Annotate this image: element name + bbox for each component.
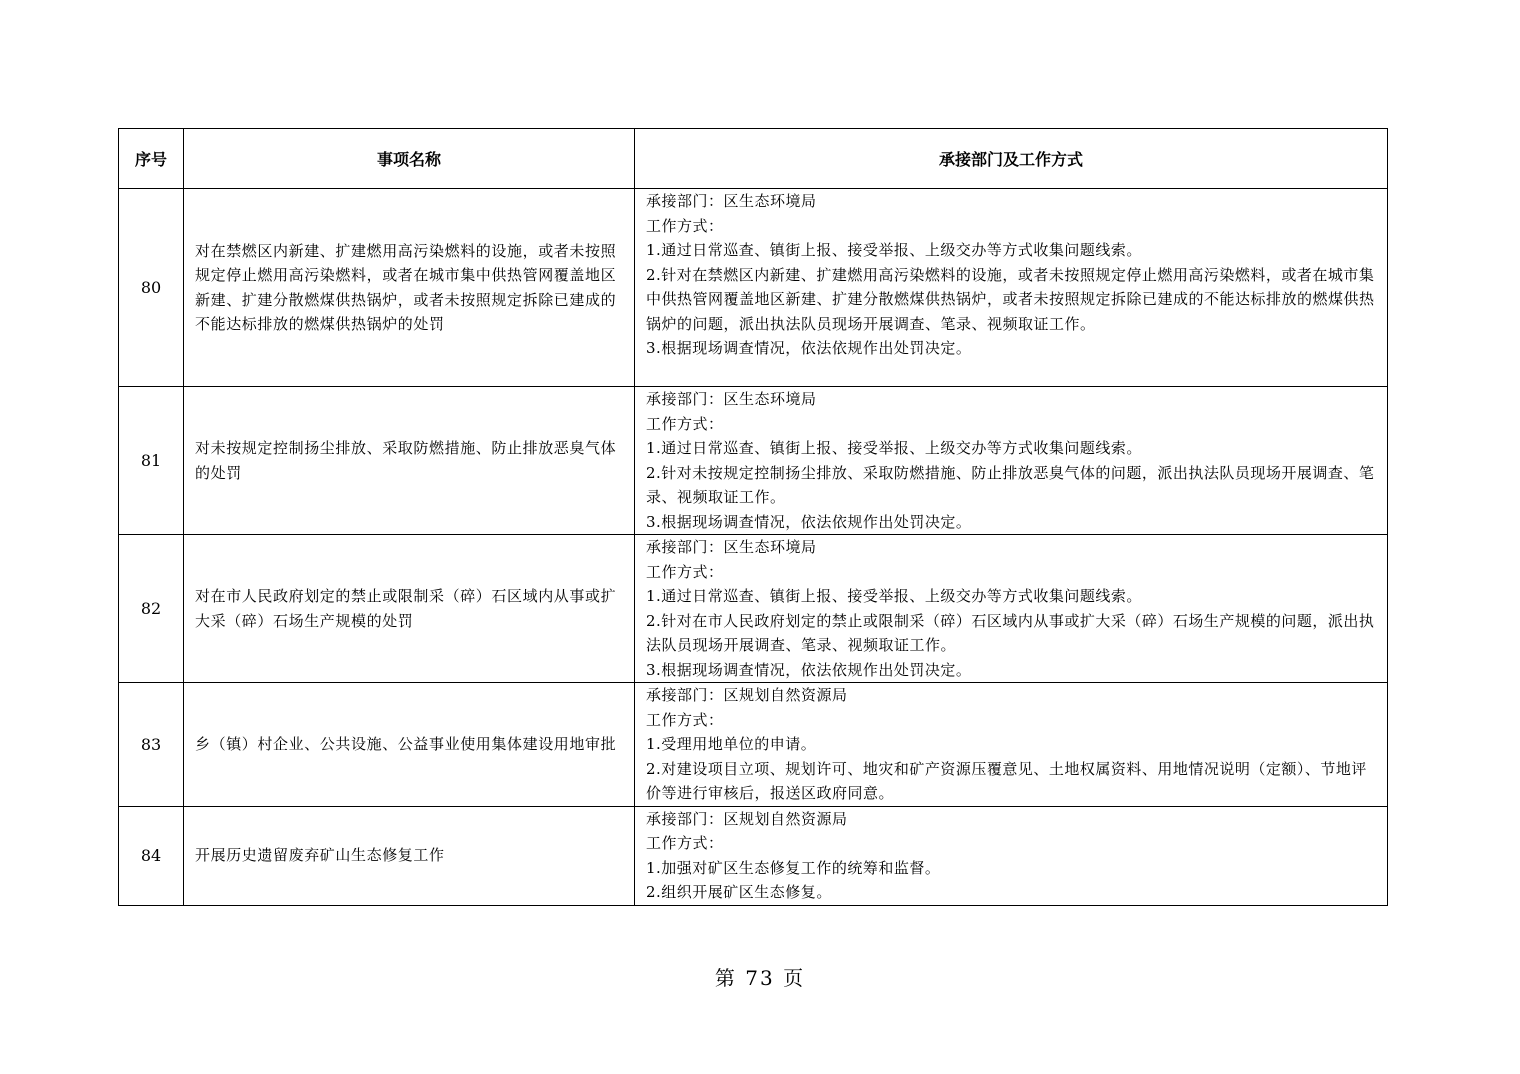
table-row — [119, 535, 1388, 683]
row-matter-name: 对在市人民政府划定的禁止或限制采（碎）石区域内从事或扩大采（碎）石场生产规模的处罚 — [184, 535, 635, 683]
row-department-method — [635, 387, 1388, 535]
work-step: 2.对建设项目立项、规划许可、地灾和矿产资源压覆意见、土地权属资料、用地情况说明（定额）、节地评价等进行审核后，报送区政府同意。 — [646, 759, 1367, 802]
work-step: 1.通过日常巡查、镇街上报、接受举报、上级交办等方式收集问题线索。 — [646, 439, 1142, 457]
row-serial-number: 81 — [119, 387, 184, 535]
department-line: 承接部门：区生态环境局 — [646, 390, 817, 408]
department-line: 承接部门：区生态环境局 — [646, 538, 817, 556]
work-method-label: 工作方式： — [646, 414, 724, 433]
row-matter-name: 乡（镇）村企业、公共设施、公益事业使用集体建设用地审批 — [184, 683, 635, 807]
row-serial-number: 84 — [119, 806, 184, 905]
row-matter-name: 对在禁燃区内新建、扩建燃用高污染燃料的设施，或者未按照规定停止燃用高污染燃料，或者在城市集中供热管网覆盖地区新建、扩建分散燃煤供热锅炉，或者未按照规定拆除已建成的不能达标排放的燃煤供热锅炉的处罚 — [184, 189, 635, 387]
header-department-method: 承接部门及工作方式 — [635, 129, 1388, 189]
work-step: 1.加强对矿区生态修复工作的统筹和监督。 — [646, 858, 941, 877]
header-matter-name: 事项名称 — [184, 129, 635, 189]
work-step: 2.针对在市人民政府划定的禁止或限制采（碎）石区域内从事或扩大采（碎）石场生产规模的问题，派出执法队员现场开展调查、笔录、视频取证工作。 — [646, 611, 1375, 654]
row-matter-name: 开展历史遗留废弃矿山生态修复工作 — [184, 806, 635, 905]
work-step: 1.通过日常巡查、镇街上报、接受举报、上级交办等方式收集问题线索。 — [646, 587, 1142, 605]
department-line: 承接部门：区生态环境局 — [646, 192, 817, 210]
work-step: 2.组织开展矿区生态修复。 — [646, 883, 832, 901]
work-step: 1.受理用地单位的申请。 — [646, 735, 817, 753]
row-department-method — [635, 806, 1388, 905]
row-department-method — [635, 535, 1388, 683]
work-step: 2.针对未按规定控制扬尘排放、采取防燃措施、防止排放恶臭气体的问题，派出执法队员现场开展调查、笔录、视频取证工作。 — [646, 463, 1375, 506]
row-serial-number: 80 — [119, 189, 184, 387]
work-step: 3.根据现场调查情况，依法依规作出处罚决定。 — [646, 512, 972, 531]
row-department-method — [635, 683, 1388, 807]
work-method-label: 工作方式： — [646, 216, 724, 235]
table-row — [119, 683, 1388, 807]
header-serial-number: 序号 — [119, 129, 184, 189]
table-row — [119, 806, 1388, 905]
work-step: 3.根据现场调查情况，依法依规作出处罚决定。 — [646, 339, 972, 357]
work-method-label: 工作方式： — [646, 834, 724, 852]
row-matter-name: 对未按规定控制扬尘排放、采取防燃措施、防止排放恶臭气体的处罚 — [184, 387, 635, 535]
department-line: 承接部门：区规划自然资源局 — [646, 809, 848, 828]
table-row — [119, 387, 1388, 535]
work-step: 1.通过日常巡查、镇街上报、接受举报、上级交办等方式收集问题线索。 — [646, 241, 1142, 259]
table-header-row — [119, 129, 1388, 189]
table-row — [119, 189, 1388, 387]
row-department-method — [635, 189, 1388, 387]
matters-table — [118, 128, 1388, 906]
department-line: 承接部门：区规划自然资源局 — [646, 686, 848, 704]
work-step: 2.针对在禁燃区内新建、扩建燃用高污染燃料的设施，或者未按照规定停止燃用高污染燃料，或者在城市集中供热管网覆盖地区新建、扩建分散燃煤供热锅炉，或者未按照规定拆除已建成的不能达标排放的燃煤供热锅炉的问题，派出执法队员现场开展调查、笔录、视频取证工作。 — [646, 265, 1375, 333]
work-method-label: 工作方式： — [646, 562, 724, 581]
work-step: 3.根据现场调查情况，依法依规作出处罚决定。 — [646, 660, 972, 679]
page-number: 第 73 页 — [714, 966, 806, 990]
row-serial-number: 83 — [119, 683, 184, 807]
work-method-label: 工作方式： — [646, 710, 724, 729]
row-serial-number: 82 — [119, 535, 184, 683]
